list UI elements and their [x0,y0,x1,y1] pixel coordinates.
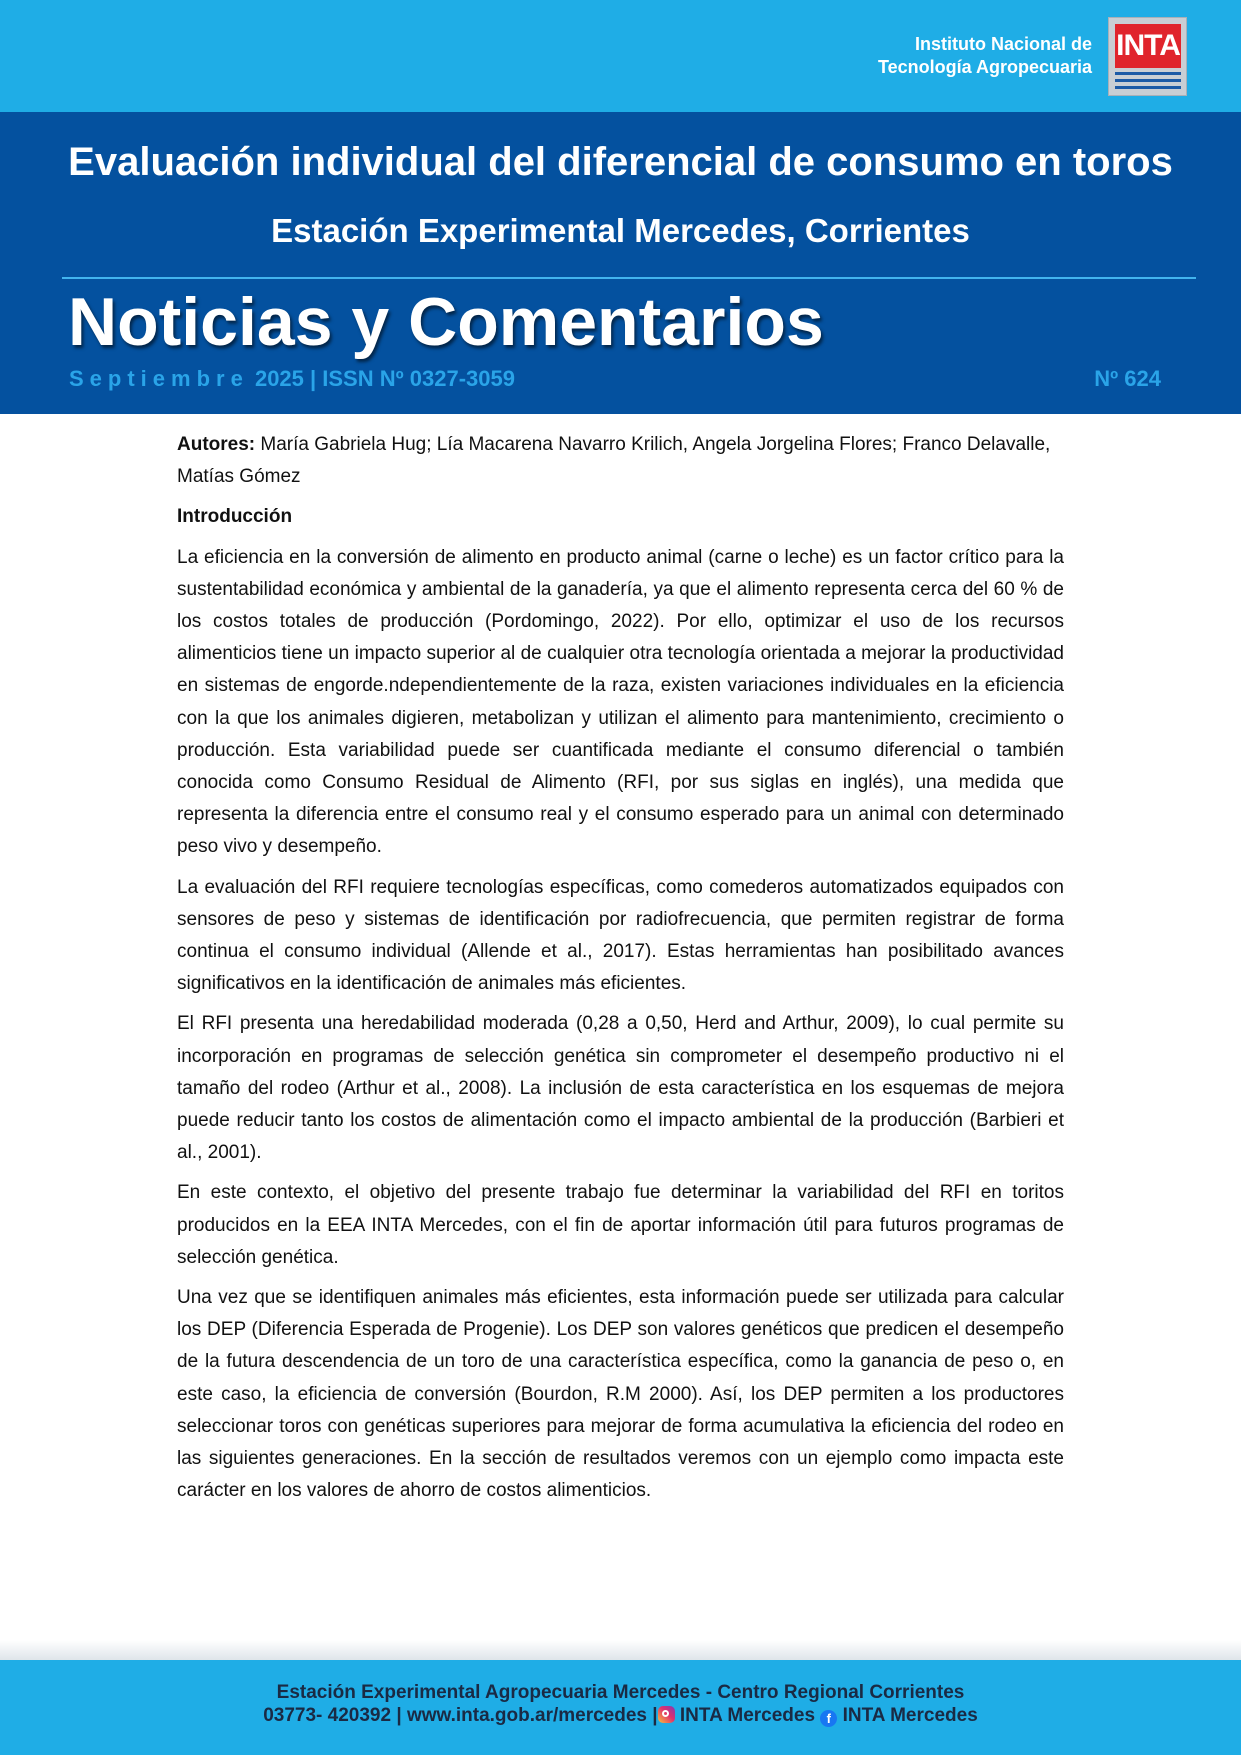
authors-list: María Gabriela Hug; Lía Macarena Navarro Krilich, Angela Jorgelina Flores; Franco Delavalle, Matías Gómez [177,434,1051,488]
footer-shadow [0,1640,1241,1660]
footer-facebook-link[interactable]: INTA Mercedes [842,1705,978,1726]
issue-month: Septiembre [69,366,249,391]
paragraph: En este contexto, el objetivo del presente trabajo fue determinar la variabilidad del RFI en toritos producidos en la EEA INTA Mercedes, con el fin de aportar información útil para futuros programas de selección genética. [177,1182,1064,1268]
issue-info [69,365,515,393]
issue-number: Nº 624 [1094,366,1161,391]
inta-logo-text: INTA [1115,24,1181,68]
paragraph: La evaluación del RFI requiere tecnologías específicas, como comederos automatizados equipados con sensores de peso y sistemas de identificación por radiofrecuencia, que permiten registrar de forma continua el consumo individual (Allende et al., 2017). Estas herramientas han posibilitado avances significativos en la identificación de animales más eficientes. [177,876,1064,995]
logo-stripe [1115,86,1181,89]
header-divider [62,277,1196,279]
paragraph: El RFI presenta una heredabilidad moderada (0,28 a 0,50, Herd and Arthur, 2009), lo cual permite su incorporación en programas de selección genética sin comprometer el desempeño productivo ni el tamaño del rodeo (Arthur et al., 2008). La inclusión de esta característica en los esquemas de mejora puede reducir tanto los costos de alimentación como el impacto ambiental de la producción (Barbieri et al., 2001). [177,1013,1064,1164]
footer-website-link[interactable]: www.inta.gob.ar/mercedes [406,1705,647,1726]
issue-details: 2025 | ISSN Nº 0327-3059 [254,366,515,391]
article-body [177,429,1064,1516]
institute-line-2: Tecnología Agropecuaria [877,57,1092,77]
page-title: Evaluación individual del diferencial de consumo en toros [68,140,1173,184]
footer-instagram-link[interactable]: INTA Mercedes [679,1705,816,1726]
instagram-icon [658,1706,675,1723]
authors-label: Autores: [177,434,256,455]
authors [177,429,1064,493]
logo-stripe [1115,72,1181,75]
intro-heading: Introducción [177,506,293,528]
institute-name [878,33,1092,79]
footer-phone: 03773- 420392 [263,1705,392,1726]
facebook-icon: f [820,1710,837,1727]
series-title: Noticias y Comentarios [68,284,824,360]
paragraph: Una vez que se identifiquen animales más eficientes, esta información puede ser utilizada para calcular los DEP (Diferencia Esperada de Progenie). Los DEP son valores genéticos que predicen el desempeño de la futura descendencia de un toro de una característica específica, como la ganancia de peso o, en este caso, la eficiencia de conversión (Bourdon, R.M 2000). Así, los DEP permiten a los productores seleccionar toros con genéticas superiores para mejorar de forma acumulativa la eficiencia del rodeo en las siguientes generaciones. En la sección de resultados veremos con un ejemplo como impacta este carácter en los valores de ahorro de costos alimenticios. [177,1287,1064,1502]
logo-stripe [1115,79,1181,82]
separator: | [396,1705,402,1726]
separator: | [652,1705,658,1726]
page-subtitle: Estación Experimental Mercedes, Corrientes [271,212,970,249]
footer-station: Estación Experimental Agropecuaria Mercedes - Centro Regional Corrientes [276,1682,965,1703]
institute-line-1: Instituto Nacional de [914,34,1092,54]
footer-contact [0,1704,1241,1728]
inta-logo [1108,17,1187,96]
paragraph: La eficiencia en la conversión de alimento en producto animal (carne o leche) es un factor crítico para la sustentabilidad económica y ambiental de la ganadería, ya que el alimento representa cerca del 60 % de los costos totales de producción (Pordomingo, 2022). Por ello, optimizar el uso de los recursos alimenticios tiene un impacto superior al de cualquier otra tecnología orientada a mejorar la productividad en sistemas de engorde.ndependientemente de la raza, existen variaciones individuales en la eficiencia con la que los animales digieren, metabolizan y utilizan el alimento para mantenimiento, crecimiento o producción. Esta variabilidad puede ser cuantificada mediante el consumo diferencial o también conocida como Consumo Residual de Alimento (RFI, por sus siglas en inglés), una medida que representa la diferencia entre el consumo real y el consumo esperado para un animal con determinado peso vivo y desempeño. [177,546,1064,858]
